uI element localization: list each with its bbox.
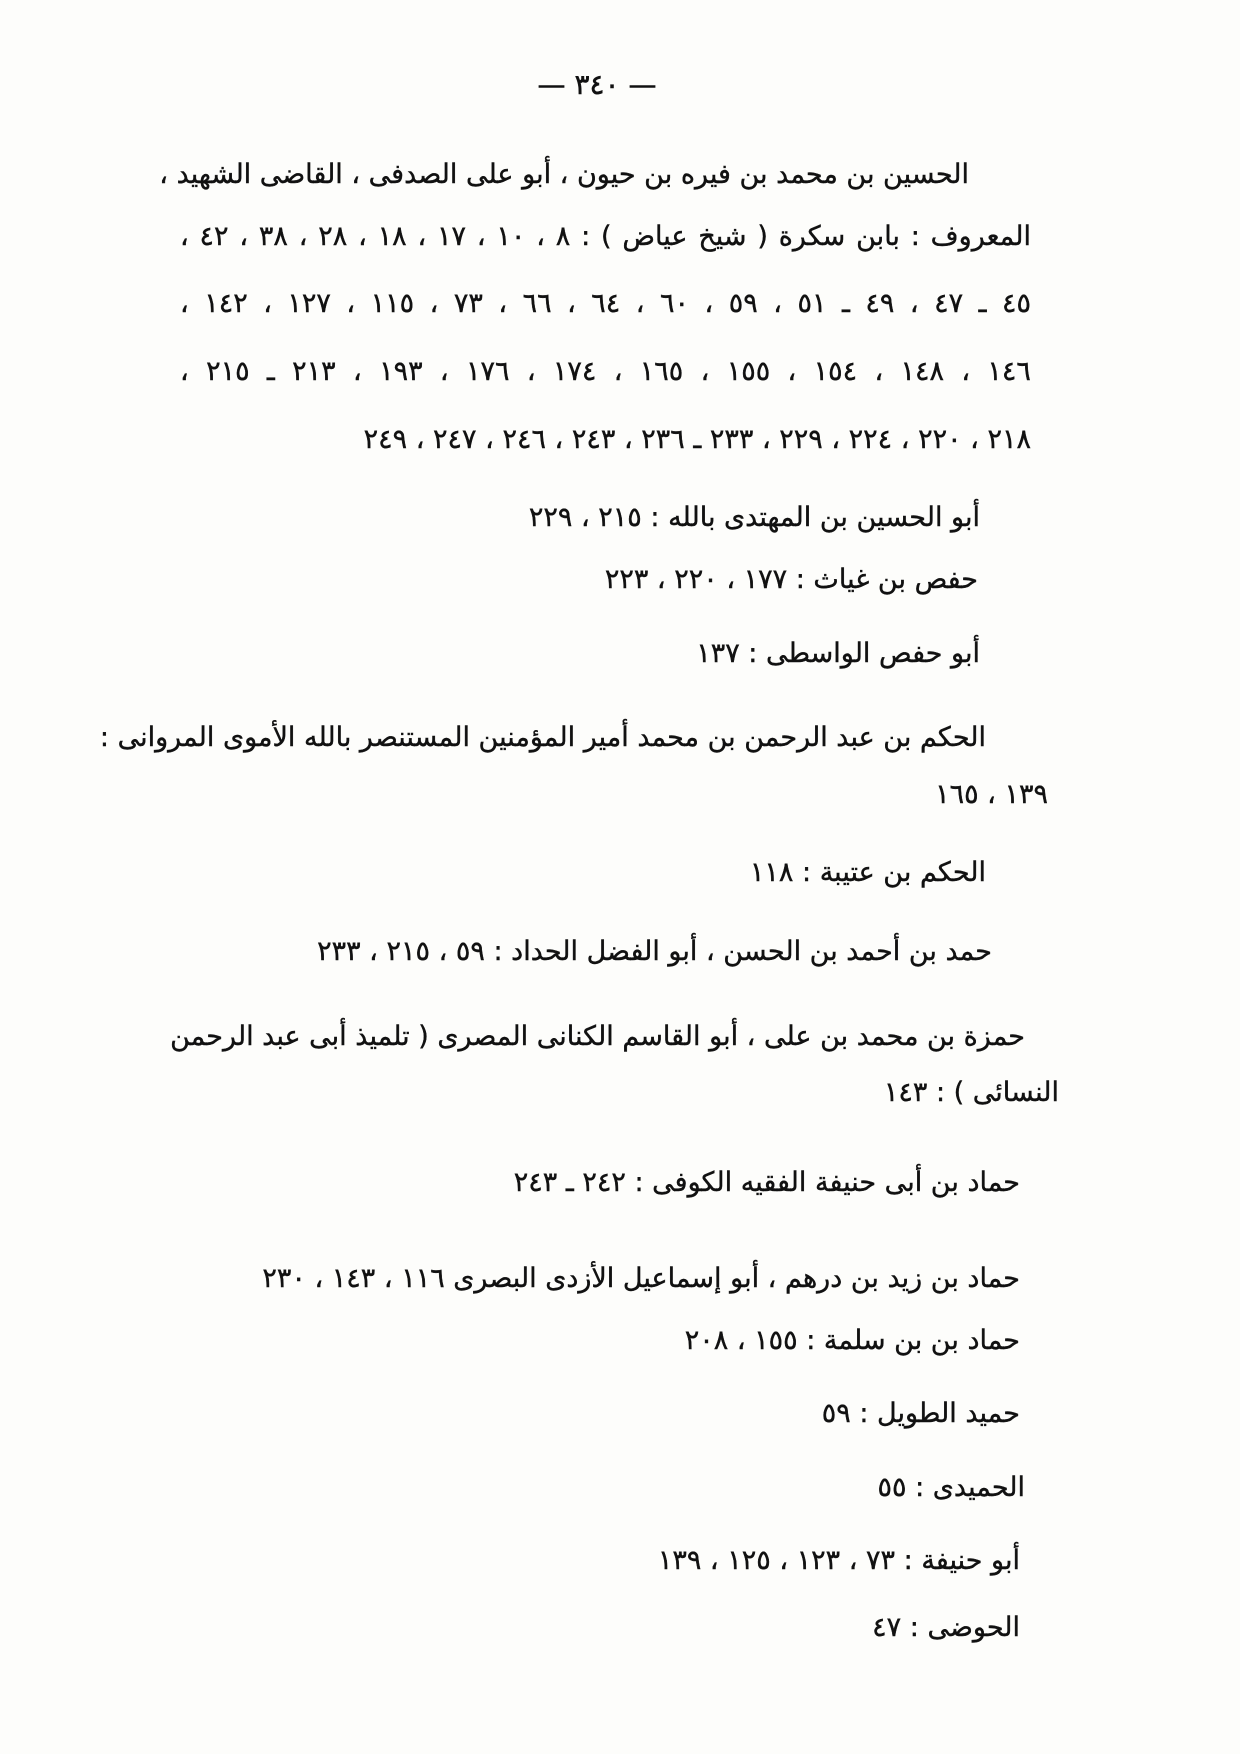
index-entry-line: حفص بن غياث : ١٧٧ ، ٢٢٠ ، ٢٢٣ <box>604 564 978 595</box>
index-entry-line: الحوضى : ٤٧ <box>872 1612 1020 1643</box>
page-number: — ٣٤٠ — <box>537 68 657 101</box>
index-entry-line: حمد بن أحمد بن الحسن ، أبو الفضل الحداد : ٥٩ ، ٢١٥ ، ٢٣٣ <box>317 936 992 967</box>
index-entry-line: الحميدى : ٥٥ <box>877 1472 1025 1503</box>
index-entry-line: حميد الطويل : ٥٩ <box>821 1398 1020 1429</box>
index-entry-line: حماد بن أبى حنيفة الفقيه الكوفى : ٢٤٢ ـ ٢٤٣ <box>513 1167 1020 1198</box>
index-entry-line: أبو الحسين بن المهتدى بالله : ٢١٥ ، ٢٢٩ <box>528 502 980 533</box>
index-entry-line: الحسين بن محمد بن فيره بن حيون ، أبو على الصدفى ، القاضى الشهيد ، <box>159 159 969 190</box>
index-entry-line: ٤٥ ـ ٤٧ ، ٤٩ ـ ٥١ ، ٥٩ ، ٦٠ ، ٦٤ ، ٦٦ ، ٧٣ ، ١١٥ ، ١٢٧ ، ١٤٢ ، <box>180 288 1031 319</box>
index-entry-line: النسائى ) : ١٤٣ <box>883 1077 1059 1108</box>
index-entry-line: الحكم بن عتيبة : ١١٨ <box>749 857 986 888</box>
index-entry-line: حماد بن بن سلمة : ١٥٥ ، ٢٠٨ <box>684 1325 1020 1356</box>
index-entry-line: أبو حنيفة : ٧٣ ، ١٢٣ ، ١٢٥ ، ١٣٩ <box>657 1545 1020 1576</box>
index-entry-line: أبو حفص الواسطى : ١٣٧ <box>696 638 980 669</box>
index-entry-line: ٢١٨ ، ٢٢٠ ، ٢٢٤ ، ٢٢٩ ، ٢٣٣ ـ ٢٣٦ ، ٢٤٣ ، ٢٤٦ ، ٢٤٧ ، ٢٤٩ <box>363 424 1031 455</box>
index-entry-line: ١٣٩ ، ١٦٥ <box>935 779 1048 810</box>
index-entry-line: حماد بن زيد بن درهم ، أبو إسماعيل الأزدى البصرى ١١٦ ، ١٤٣ ، ٢٣٠ <box>262 1263 1020 1294</box>
index-entry-line: ١٤٦ ، ١٤٨ ، ١٥٤ ، ١٥٥ ، ١٦٥ ، ١٧٤ ، ١٧٦ ، ١٩٣ ، ٢١٣ ـ ٢١٥ ، <box>180 356 1031 387</box>
index-entry-line: حمزة بن محمد بن على ، أبو القاسم الكنانى المصرى ( تلميذ أبى عبد الرحمن <box>170 1021 1025 1052</box>
index-entry-line: الحكم بن عبد الرحمن بن محمد أمير المؤمنين المستنصر بالله الأموى المروانى : <box>99 722 986 753</box>
index-entry-line: المعروف : بابن سكرة ( شيخ عياض ) : ٨ ، ١٠ ، ١٧ ، ١٨ ، ٢٨ ، ٣٨ ، ٤٢ ، <box>180 221 1031 252</box>
